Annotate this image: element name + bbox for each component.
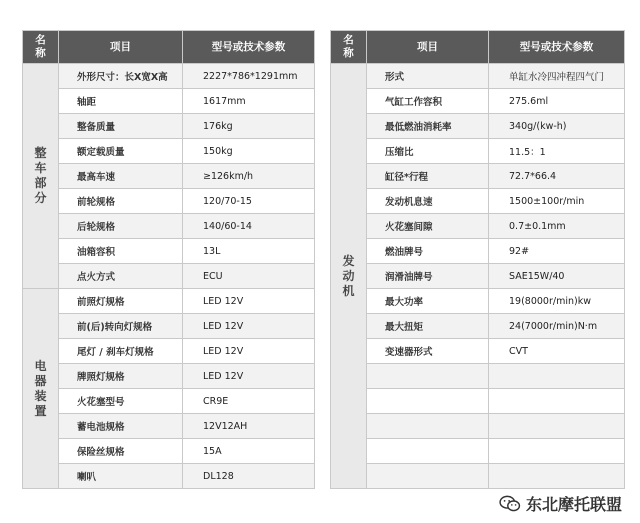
table-row xyxy=(331,289,625,314)
value-cell: LED 12V xyxy=(183,289,315,314)
item-cell: 最高车速 xyxy=(59,164,183,189)
item-cell: 最大功率 xyxy=(367,289,489,314)
item-cell: 燃油牌号 xyxy=(367,239,489,264)
header-row xyxy=(23,31,315,64)
value-cell: 19(8000r/min)kw xyxy=(489,289,625,314)
value-cell: 13L xyxy=(183,239,315,264)
value-cell: 15A xyxy=(183,439,315,464)
table-row xyxy=(331,339,625,364)
value-cell: SAE15W/40 xyxy=(489,264,625,289)
item-cell xyxy=(367,439,489,464)
table-row xyxy=(23,339,315,364)
item-cell: 润滑油牌号 xyxy=(367,264,489,289)
item-cell: 油箱容积 xyxy=(59,239,183,264)
table-row xyxy=(331,64,625,89)
value-cell: 72.7*66.4 xyxy=(489,164,625,189)
table-row xyxy=(331,439,625,464)
table-row xyxy=(23,64,315,89)
value-cell: 11.5：1 xyxy=(489,139,625,164)
value-cell: ECU xyxy=(183,264,315,289)
item-cell: 火花塞间隙 xyxy=(367,214,489,239)
category-cell xyxy=(23,64,59,289)
table-row xyxy=(23,214,315,239)
table-row xyxy=(331,214,625,239)
table-row xyxy=(23,414,315,439)
item-cell: 点火方式 xyxy=(59,264,183,289)
category-label: 电器装置 xyxy=(34,358,47,418)
category-cell xyxy=(23,289,59,489)
item-cell: 最大扭矩 xyxy=(367,314,489,339)
table-row xyxy=(23,189,315,214)
item-cell xyxy=(367,364,489,389)
value-cell: CVT xyxy=(489,339,625,364)
value-cell: 340g/(kw-h) xyxy=(489,114,625,139)
value-cell xyxy=(489,364,625,389)
item-cell: 形式 xyxy=(367,64,489,89)
value-cell: 120/70-15 xyxy=(183,189,315,214)
watermark xyxy=(499,492,622,515)
value-cell: 单缸水冷四冲程四气门 xyxy=(489,64,625,89)
table-row xyxy=(23,114,315,139)
item-cell: 前照灯规格 xyxy=(59,289,183,314)
table-row xyxy=(23,289,315,314)
value-cell xyxy=(489,464,625,489)
value-cell: 92# xyxy=(489,239,625,264)
value-cell: 176kg xyxy=(183,114,315,139)
item-cell: 蓄电池规格 xyxy=(59,414,183,439)
category-label: 整车部分 xyxy=(34,146,47,205)
table-row xyxy=(331,414,625,439)
value-cell: CR9E xyxy=(183,389,315,414)
watermark-text: 东北摩托联盟 xyxy=(525,495,622,514)
value-cell: LED 12V xyxy=(183,314,315,339)
category-label: 发动机 xyxy=(342,253,355,298)
spec-table-left xyxy=(22,30,315,489)
table-row xyxy=(23,164,315,189)
table-row xyxy=(23,364,315,389)
item-cell: 轴距 xyxy=(59,89,183,114)
table-row xyxy=(331,389,625,414)
value-cell: 2227*786*1291mm xyxy=(183,64,315,89)
value-cell: 150kg xyxy=(183,139,315,164)
item-cell: 压缩比 xyxy=(367,139,489,164)
category-cell xyxy=(331,64,367,489)
item-cell: 外形尺寸：长X宽X高 xyxy=(59,64,183,89)
item-cell: 最低燃油消耗率 xyxy=(367,114,489,139)
item-cell: 额定载质量 xyxy=(59,139,183,164)
item-cell: 牌照灯规格 xyxy=(59,364,183,389)
header-item: 项目 xyxy=(367,31,489,64)
value-cell: LED 12V xyxy=(183,339,315,364)
table-row xyxy=(331,139,625,164)
table-row xyxy=(331,314,625,339)
item-cell: 前轮规格 xyxy=(59,189,183,214)
table-row xyxy=(331,114,625,139)
item-cell: 喇叭 xyxy=(59,464,183,489)
value-cell: LED 12V xyxy=(183,364,315,389)
value-cell: 1617mm xyxy=(183,89,315,114)
value-cell: 1500±100r/min xyxy=(489,189,625,214)
value-cell: DL128 xyxy=(183,464,315,489)
table-row xyxy=(23,264,315,289)
item-cell: 缸径*行程 xyxy=(367,164,489,189)
header-item: 项目 xyxy=(59,31,183,64)
header-name: 名称 xyxy=(23,31,59,64)
table-row xyxy=(23,139,315,164)
header-spec: 型号或技术参数 xyxy=(183,31,315,64)
item-cell: 尾灯 / 刹车灯规格 xyxy=(59,339,183,364)
item-cell: 气缸工作容积 xyxy=(367,89,489,114)
table-row xyxy=(23,464,315,489)
value-cell xyxy=(489,414,625,439)
wechat-icon xyxy=(499,495,521,513)
table-row xyxy=(23,239,315,264)
value-cell: ≥126km/h xyxy=(183,164,315,189)
header-name: 名称 xyxy=(331,31,367,64)
item-cell: 火花塞型号 xyxy=(59,389,183,414)
value-cell xyxy=(489,389,625,414)
value-cell: 275.6ml xyxy=(489,89,625,114)
table-row xyxy=(23,389,315,414)
table-row xyxy=(331,189,625,214)
header-spec: 型号或技术参数 xyxy=(489,31,625,64)
table-row xyxy=(331,464,625,489)
item-cell: 整备质量 xyxy=(59,114,183,139)
table-row xyxy=(331,264,625,289)
table-row xyxy=(331,164,625,189)
value-cell: 24(7000r/min)N·m xyxy=(489,314,625,339)
item-cell: 变速器形式 xyxy=(367,339,489,364)
value-cell: 0.7±0.1mm xyxy=(489,214,625,239)
item-cell: 发动机息速 xyxy=(367,189,489,214)
item-cell: 前(后)转向灯规格 xyxy=(59,314,183,339)
table-row xyxy=(23,439,315,464)
header-row xyxy=(331,31,625,64)
table-row xyxy=(331,239,625,264)
value-cell: 12V12AH xyxy=(183,414,315,439)
item-cell xyxy=(367,414,489,439)
value-cell xyxy=(489,439,625,464)
value-cell: 140/60-14 xyxy=(183,214,315,239)
table-row xyxy=(331,364,625,389)
item-cell xyxy=(367,464,489,489)
spec-table-right xyxy=(330,30,625,489)
table-row xyxy=(23,89,315,114)
item-cell: 后轮规格 xyxy=(59,214,183,239)
table-row xyxy=(331,89,625,114)
table-row xyxy=(23,314,315,339)
item-cell xyxy=(367,389,489,414)
item-cell: 保险丝规格 xyxy=(59,439,183,464)
